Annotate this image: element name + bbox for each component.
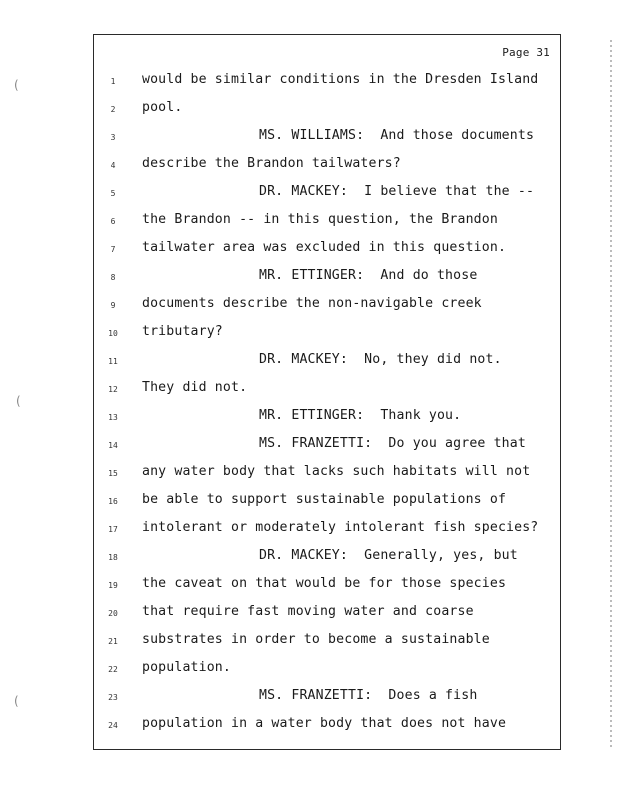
- transcript-line: [94, 209, 560, 237]
- line-text: MR. ETTINGER: Thank you.: [259, 408, 462, 423]
- line-number: 21: [108, 637, 118, 646]
- transcript-line: [94, 489, 560, 517]
- transcript-line: [94, 69, 560, 97]
- line-text: MS. FRANZETTI: Does a fish: [259, 688, 478, 703]
- transcript-line: [94, 545, 560, 573]
- line-number: 5: [110, 189, 116, 198]
- line-text: tailwater area was excluded in this question.: [142, 240, 507, 255]
- line-text: DR. MACKEY: I believe that the --: [259, 184, 535, 199]
- line-text: MS. FRANZETTI: Do you agree that: [259, 436, 526, 451]
- line-text: describe the Brandon tailwaters?: [142, 156, 401, 171]
- line-number: 9: [110, 301, 116, 310]
- transcript-line: [94, 573, 560, 601]
- transcript-line: [94, 125, 560, 153]
- line-text: population.: [142, 660, 231, 675]
- line-text: MS. WILLIAMS: And those documents: [259, 128, 535, 143]
- line-number: 23: [108, 693, 118, 702]
- line-number: 24: [108, 721, 118, 730]
- line-number: 15: [108, 469, 118, 478]
- transcript-line: [94, 433, 560, 461]
- line-number: 10: [108, 329, 118, 338]
- line-text: DR. MACKEY: Generally, yes, but: [259, 548, 518, 563]
- line-text: any water body that lacks such habitats will not: [142, 464, 531, 479]
- line-text: intolerant or moderately intolerant fish species?: [142, 520, 539, 535]
- line-text: substrates in order to become a sustainable: [142, 632, 490, 647]
- line-number: 11: [108, 357, 118, 366]
- transcript-line: [94, 657, 560, 685]
- line-text: pool.: [142, 100, 183, 115]
- line-number: 19: [108, 581, 118, 590]
- line-number: 1: [110, 77, 116, 86]
- transcript-line: [94, 349, 560, 377]
- scan-edge-shadow: [610, 40, 612, 750]
- transcript-line: [94, 97, 560, 125]
- line-number: 7: [110, 245, 116, 254]
- line-number: 17: [108, 525, 118, 534]
- line-number: 4: [110, 161, 116, 170]
- line-text: be able to support sustainable populations of: [142, 492, 507, 507]
- transcript-line: [94, 181, 560, 209]
- line-number: 20: [108, 609, 118, 618]
- margin-mark-bottom: (: [14, 694, 19, 708]
- line-number: 3: [110, 133, 116, 142]
- line-text: They did not.: [142, 380, 248, 395]
- line-number: 12: [108, 385, 118, 394]
- transcript-line: [94, 685, 560, 713]
- line-number: 6: [110, 217, 116, 226]
- line-text: would be similar conditions in the Dresden Island: [142, 72, 539, 87]
- transcript-line: [94, 713, 560, 741]
- line-number: 16: [108, 497, 118, 506]
- line-number: 2: [110, 105, 116, 114]
- page-number: Page 31: [502, 46, 550, 59]
- transcript-page: [93, 34, 561, 750]
- transcript-line: [94, 517, 560, 545]
- transcript-line: [94, 265, 560, 293]
- line-text: the caveat on that would be for those species: [142, 576, 507, 591]
- line-text: population in a water body that does not have: [142, 716, 507, 731]
- transcript-line: [94, 377, 560, 405]
- transcript-line: [94, 293, 560, 321]
- transcript-line: [94, 321, 560, 349]
- line-text: tributary?: [142, 324, 223, 339]
- line-text: MR. ETTINGER: And do those: [259, 268, 478, 283]
- line-text: documents describe the non-navigable creek: [142, 296, 482, 311]
- line-number: 14: [108, 441, 118, 450]
- line-number: 8: [110, 273, 116, 282]
- line-number: 13: [108, 413, 118, 422]
- transcript-line: [94, 601, 560, 629]
- line-number: 22: [108, 665, 118, 674]
- transcript-line: [94, 405, 560, 433]
- line-text: DR. MACKEY: No, they did not.: [259, 352, 502, 367]
- line-text: the Brandon -- in this question, the Brandon: [142, 212, 498, 227]
- transcript-line: [94, 153, 560, 181]
- transcript-line: [94, 237, 560, 265]
- line-number: 18: [108, 553, 118, 562]
- margin-mark-middle: (: [16, 394, 21, 408]
- transcript-line: [94, 629, 560, 657]
- transcript-line: [94, 461, 560, 489]
- line-text: that require fast moving water and coarse: [142, 604, 474, 619]
- margin-mark-top: (: [14, 78, 19, 92]
